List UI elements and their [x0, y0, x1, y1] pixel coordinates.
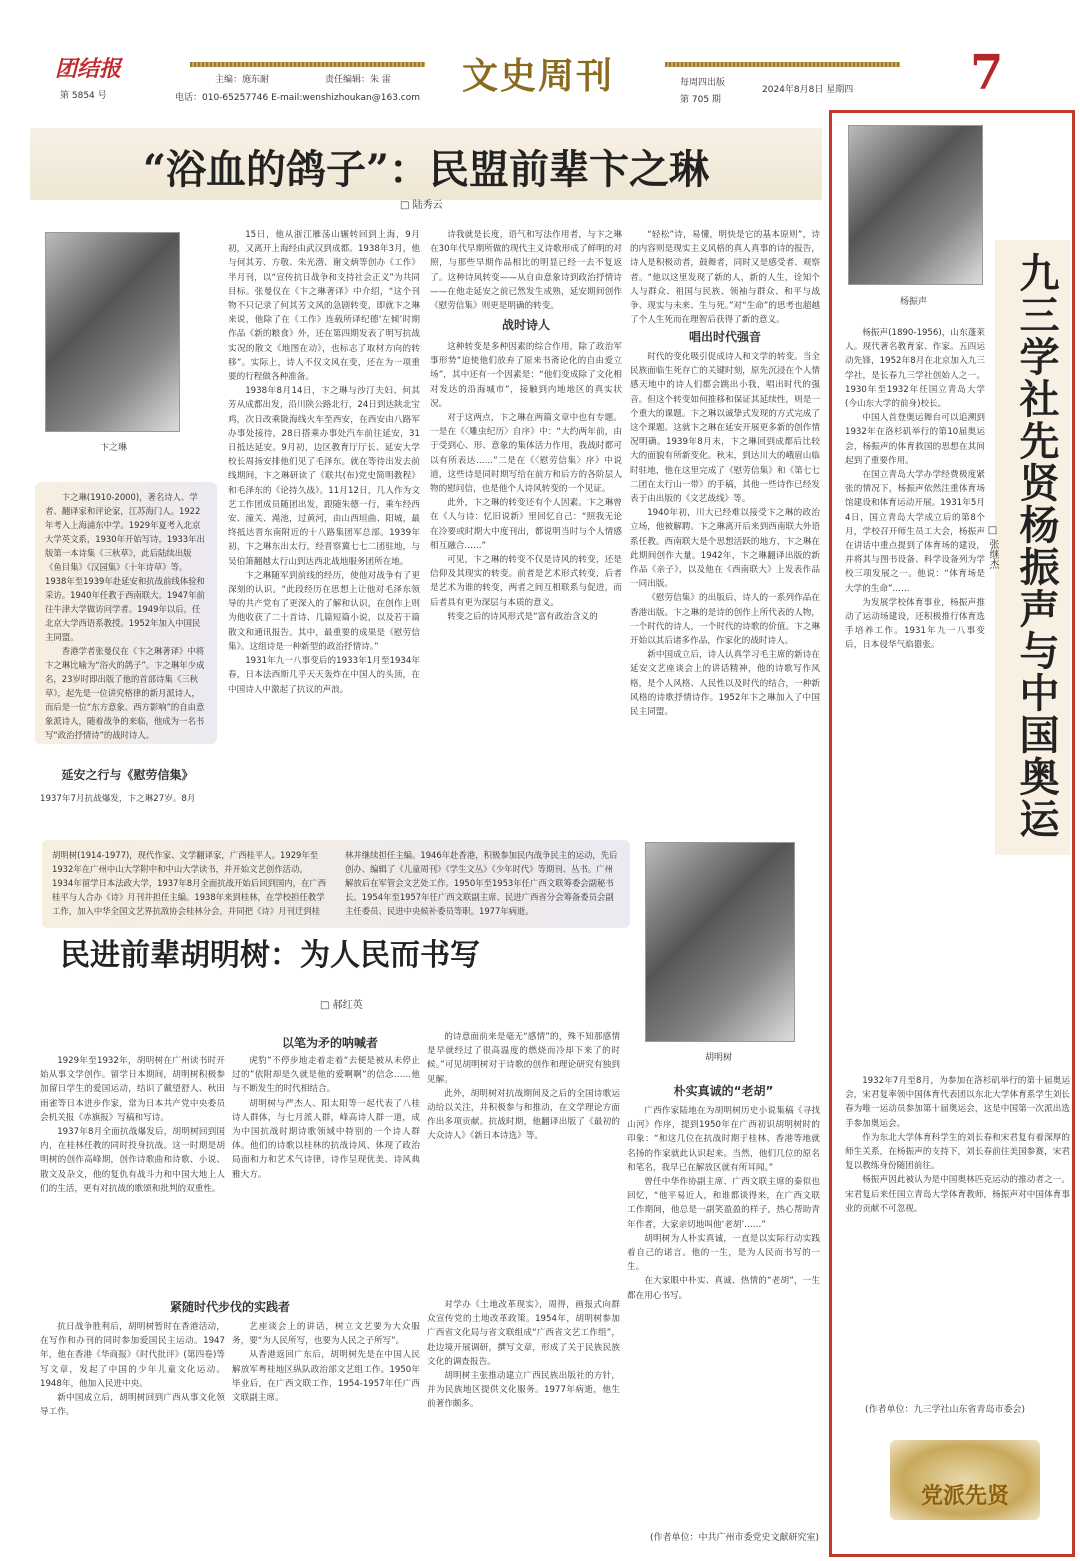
portrait-yang-zhensheng — [848, 125, 983, 285]
author-note: (作者单位：中共广州市委党史文献研究室) — [650, 1533, 820, 1543]
subheading: 紧随时代步伐的实践者 — [169, 1300, 290, 1314]
paragraph: 在国立青岛大学办学经费极度紧张的情况下，杨振声依然注重体育场馆建设和体育运动开展。1931年5月4日，国立青岛大学成立后的第8个月，学校召开师生员工大会，杨振声在讲话中重点提到了体育场的建设，并将其与图书设备、科学设备列为学校三项发展之一。他说：“体育场是大学的生命”…… — [845, 470, 985, 594]
photo-caption: 卞之琳 — [100, 443, 128, 453]
paragraph: “轻松”诗，易懂，明快是它的基本原则”，诗的内容则是现实主义风格的真人真事的诗的报告，诗人是积极动者，鼓舞者，同时又是感受者、观察者。“他以这里发现了新的人，新的人生，诠知个人与群众、祖国与民族、领袖与群众、和平与战争、现实与未来、生与死。”对“生命”的思考也超越了个人生死而在理智后获得了新的意义。 — [630, 230, 820, 326]
subheading: 以笔为矛的呐喊者 — [281, 1036, 378, 1050]
paragraph: 诗我就是长度，语气和写法作用者，与卞之琳在30年代早期所做的现代主义诗歌形成了鲜明的对照，与那些早期作品相比的明显已经一去不复返了。这种诗风转变——从自由意象诗到政治抒情诗——在他走延安之前已然发生成熟，延安期间创作《慰劳信集》则更是明确的转变。 — [430, 230, 622, 312]
paragraph: 在大家眼中朴实、真诚、热情的“老胡”，一生都在用心书写。 — [627, 1276, 820, 1301]
paragraph: 时代的变化吸引促成诗人和文学的转变。当全民族面临生死存亡的关键时刻，原先沉浸在个人情感天地中的诗人们都会跳出小我，唱出时代的强音。但这个转变如何推移和保证其延续性，则是一个重大的课题。卞之琳以诚挚式发现的方式完成了这个课题。这就卞之琳在延安开展更多新的创作情况明确。1939年8月末，卞之琳回到成都后比较大的面貌有所新变化。秋末，到达川大的峨眉山临时驻地，他在这里完成了《慰劳信集》和《第七七二团在太行山一带》的手稿，其他一些诗作已经发表于由出版的《文艺战线》等。 — [630, 352, 820, 505]
duty-editor: 责任编辑：朱 雷 — [325, 75, 391, 85]
paragraph: 广西作家陆地在为胡明树历史小说集稿《寻找山河》作序，提到1950年在广西初识胡明树时的印象：“和这几位在抗战时期于桂林、香港等地就名扬的作家就此认识起来。当然，他们几位的原名和笔名，我早已在解放区就有所耳闻。” — [627, 1106, 820, 1173]
paragraph: 这种转变是多种因素的综合作用，除了政治军事形势“迫使他们放弃了原来书斋论化的自由爱立场”，其中还有一个因素是：“他们变成除了文化相对发达的沿海城市”，接触到内地地区的真实状况。 — [430, 342, 622, 409]
paragraph: 杨振声(1890-1956)，山东蓬莱人。现代著名教育家、作家。五四运动先锋，1952年8月在北京加入九三学社，是长春九三学社创始人之一。1930年至1932年任国立青岛大学(今山东大学的前身)校长。 — [845, 328, 985, 410]
paragraph: 1929年至1932年，胡明树在广州读书时开始从事文学创作。留学日本期间，胡明树积极参加留日学生的爱国运动，结识了戴望舒人、秋田雨雀等日本进步作家，常为日本共产党中央委员会机关报《赤旗报》写稿和写诗。 — [40, 1056, 225, 1123]
subheading: 延安之行与《慰劳信集》 — [61, 768, 194, 782]
paragraph: 1938年8月14日，卞之琳与沙汀夫妇、何其芳从成都出发，沿川陕公路北行，24日到达陕北宝鸡，次日改乘陇海线火车至西安，在西安由八路军办事处接待，28日搭乘办事处汽车前往延安，31日抵达延安。9月初，边区教育厅厅长、延安大学校长周扬安排他们见了毛泽东。就在等待出发去前线期间，卞之琳研读了《联共(布)党史简明教程》和毛泽东的《论持久战》。11月12日，几人作为文艺工作团成员随团出发，跟随朱德一行，乘车经西安、潼关、渑池，过黄河，由山西垣曲、阳城，最终抵达晋东南附近的十八路集团军总部。1939年初，卞之琳东出太行，经晋察冀七七二团驻地，与吴伯箫翻越太行山到达西北战地服务团所在地。 — [228, 386, 420, 567]
period: 第 705 期 — [680, 95, 721, 105]
page-number: 7 — [970, 45, 1004, 101]
article1-title-band — [30, 128, 822, 200]
bio-box: 胡明树(1914-1977)，现代作家、文学翻译家，广西桂平人。1929年至1932年在广州中山大学附中和中山大学读书，并开始文艺创作活动。1934年留学日本法政大学，1937年8月全面抗战开始后回到国内，在广西桂平与人合办《诗》月刊并担任主编。1938年来到桂林，在学校担任教学工作，加入中华全国文艺界抗敌协会桂林分会，并同把《诗》月刊迁到桂林并继续担任主编。1946年赴香港，积极参加民内战争民主的运动，先后创办、编辑了《儿童周刊》《学生文丛》《少年时代》等期刊、丛书。广州解放后在军管会文艺处工作。1950年至1953年任广西文联筹委会副秘书长。1954年至1957年任广西文联副主席、民进广西省分会筹备委员会副主任委员、民进中央候补委员等职。1977年病逝。 — [42, 840, 630, 928]
paragraph: 从香港返回广东后，胡明树先是在中国人民解放军粤桂地区纵队政治部文艺组工作。1950年毕业后，在广西文联工作，1954-1957年任广西文联副主席。 — [232, 1350, 420, 1404]
paragraph: 可见，卞之琳的转变不仅是诗风的转变，还是信仰及其现实的转变。前者是艺术形式转变，后者是艺术为谁的转变，两者之间互相联系与促进，而后者具有更为深层与本质的意义。 — [430, 555, 622, 608]
paragraph: 作为东北大学体育科学生的刘长春和宋君复有着深厚的师生关系，在杨振声的支持下，刘长春前往美国参赛，宋君复以教练身份随团前往。 — [845, 1132, 1070, 1172]
article2-title: 民进前辈胡明树：为人民而书写 — [60, 938, 480, 973]
paragraph: 抗日战争胜利后，胡明树暂时在香港活动，在写作和办刊的同时参加爱国民主运动。1947年，他在香港《华商报》《时代批评》(第四卷)等写文章，发起了中国的少年儿童文化运动。1948年，他加入民进中央。 — [40, 1322, 225, 1389]
paragraph: 新中国成立后，诗人认真学习毛主席的新诗在延安文艺座谈会上的讲话精神，他的诗歌写作风格，是个人风格、人民性以及时代的结合，一种新风格的诗歌抒情诗作。1952年卞之琳加入了中国民主同盟。 — [630, 650, 820, 718]
bio-box — [35, 482, 217, 744]
body-column — [427, 1298, 620, 1550]
newspaper-logo: 团结报 — [55, 56, 122, 82]
bio-paragraph: 香港学者张曼仪在《卞之琳著译》中将卞之琳比喻为“浴火的鸽子”。卞之琳年少成名，23岁时即出版了他的首部诗集《三秋草》，起先是一位讲究格律的新月派诗人，而后是一位“东方意象、西方影响”的自由意象派诗人，随着战争的来临，他成为一名书写“政治抒情诗”的战时诗人。 — [45, 646, 205, 740]
paragraph: 1937年8月全面抗战爆发后，胡明树回到国内，在桂林任教的同时投身抗战。这一时期是胡明树的创作高峰期，创作诗歌曲和诗歌、小说、散文及杂文，他的复仇有战斗力和中国大地上人们的生活，更有对抗战的歌颂和批判的双重性。 — [40, 1127, 225, 1194]
body-column — [232, 1320, 420, 1550]
paragraph: 1931年九一八事变后的1933年1月至1934年春，日本法西斯几乎天天轰炸在中国人的头顶，在中国诗人中激起了抗议的声浪。 — [228, 656, 420, 695]
author-note: (作者单位：九三学社山东省青岛市委会) — [865, 1405, 1026, 1415]
body-column — [630, 350, 820, 810]
body-column — [232, 1054, 420, 1290]
paragraph: 胡明树主张推动建立广西民族出版社的方针，并为民族地区提供文化服务。1977年病逝，他生前著作颇多。 — [427, 1371, 620, 1410]
paragraph: 虎豹”不停步地走着走着“去便是被从未停止过的”依附却是久就是他的爱啊啊”的信念……他与不断发生的时代相结合。 — [232, 1056, 420, 1095]
paragraph: 艺座谈会上的讲话，树立文艺要为大众服务，要“为人民所写，也要为人民之子所写”。 — [232, 1322, 420, 1347]
article3-title: 九三学社先贤杨振声与中国奥运 — [1013, 252, 1060, 840]
bio-paragraph: 卞之琳(1910-2000)，著名诗人、学者、翻译家和评论家，江苏海门人。1922年考入上海浦东中学。1929年夏考入北京大学英文系，1930年开始写诗。1933年出版第一本诗集《三秋草》，此后陆续出版《鱼目集》《汉园集》《十年诗草》等。1938年至1939年赴延安和抗战前线体验和采访。1940年任教于西南联大。1947年前往牛津大学做访问学者。1949年以后，任北京大学西语系教授。1952年加入中国民主同盟。 — [45, 492, 205, 642]
article1-title: “浴血的鸽子”：民盟前辈卞之琳 — [142, 146, 709, 193]
body-column — [427, 1030, 620, 1290]
paragraph: 对于这两点，卞之琳在两篇文章中也有专题。一是在《〈雕虫纪历〉自序》中：“大约两年前，由于受到心、形、意象的集体活力作用，我战时都可以有所表达……”二是在《〈慰劳信集〉序》中说道，这些诗是同时期写给在前方和后方的各阶层人物的慰问信，也是他个人诗风转变的一个见证。 — [430, 413, 622, 495]
contact: 电话：010-65257746 E-mail:wenshizhoukan@163.com — [175, 93, 421, 103]
masthead: 文史周刊 — [462, 56, 615, 97]
editor: 主编：施东耐 — [215, 75, 270, 85]
article1-author: □ 陆秀云 — [400, 200, 443, 211]
body-column — [40, 1054, 225, 1290]
body-column — [845, 326, 985, 1071]
paragraph: 胡明树与严杰人、阳太阳等一起代表了八桂诗人群体，与七月派人群，峰高诗人群一道，成为中国抗战时期诗歌领域中特别的一个诗人群体。他们的诗歌以桂林的抗战诗风、体现了政治局面和力和艺术气诗律，诗作呈现优美、诗风典雅大方。 — [232, 1098, 420, 1180]
paragraph: 《慰劳信集》的出版后，诗人的一系列作品在香港出版。卞之琳的是诗的创作上所代表的人物，一个时代的诗人，一个时代的诗歌的价值。卞之琳开始以其后诸多作品，作家化的战时诗人。 — [630, 593, 820, 647]
paragraph: 对学办《土地改革现实》，周得，画报式向群众宣传党的土地改革政策。1954年，胡明树参加广西省文化局与省文联组成“广西省文艺工作组”，赴边境开展调研，撰写文章，形成了关于民族民族文化的调查报告。 — [427, 1300, 620, 1367]
column-badge: 党派先贤 — [890, 1440, 1040, 1520]
paragraph: 1932年7月至8月，为参加在洛杉矶举行的第十届奥运会，宋君复率领中国体育代表团以东北大学体育系学生刘长春为唯一运动员参加第十届奥运会，这是中国第一次派出选手参加奥运会。 — [845, 1076, 1070, 1129]
paragraph: 为发展学校体育事业，杨振声推动了运动场建设，还积极推行体育选手培养工作。1931年九一八事变后，日本侵华气焰嚣张。 — [845, 597, 985, 651]
paragraph: 新中国成立后，胡明树回到广西从事文化领导工作。 — [40, 1393, 225, 1418]
paragraph: 此外，胡明树对抗战期间及之后的全国诗歌运动给以关注，并积极参与和推动，在文学理论方面作出多项贡献。抗战时期，他翻译出版了《最初的大众诗人》《新日本诗选》等。 — [427, 1088, 620, 1142]
issue-number: 第 5854 号 — [60, 91, 107, 101]
paragraph: 胡明树为人朴实真诚，一直是以实际行动实践着自己的诺言。他的一生，是为人民而书写的一生。 — [627, 1233, 820, 1273]
paragraph: 15日，他从浙江雁荡山辗转回到上海，9月初，又离开上海经由武汉到成都。1938年3月，他与何其芳、方敬、朱光潜、谢文炳等创办《工作》半月刊，以“宣传抗日战争和支持社会正义”为共同目标。张曼仪在《卞之琳著译》中介绍，“这个刊物不只记录了何其芳文风的急剧转变，即就卞之琳来说，他除了在《工作》连载所译纪德‘左倾’时期作品《新的粮食》外，还在第四期发表了明写抗战实况的散文《地图在动》，也标志了取材方向的转移”。实际上，诗人不仅文风在变，还在为一项重要的行程做各种准备。 — [228, 230, 420, 383]
date: 2024年8月8日 星期四 — [762, 85, 854, 95]
article2-author: □ 郝红英 — [320, 1000, 363, 1011]
body-column — [430, 340, 622, 810]
paragraph: 此外，卞之琳的转变还有个人因素。卞之琳曾在《人与诗：忆旧说新》里回忆自己：“照我无论在冷要或时期大中度刊出，都说明当时与个人情感相互融合……” — [430, 498, 622, 551]
photo-caption: 胡明树 — [705, 1053, 733, 1063]
paragraph: 杨振声因此被认为是中国奥林匹克运动的推动者之一。宋君复后来任国立青岛大学体育教师，杨振声对中国体育事业的贡献不可忽视。 — [845, 1175, 1070, 1214]
portrait-hu-mingshu — [645, 842, 795, 1042]
body-column — [627, 1104, 820, 1524]
paragraph: 曾任中华作协副主席、广西文联主席的秦似也回忆，“他平易近人，和谁都谈得来，在广西文联工作期间，他总是一副笑盈盈的样子，热心帮助青年作者，大家亲切地叫他‘老胡’……” — [627, 1177, 820, 1230]
subheading: 朴实真诚的“老胡” — [673, 1084, 774, 1098]
article3-author: □ 张继杰 — [987, 525, 998, 570]
paragraph: 卞之琳随军到前线的经历，使他对战争有了更深刻的认识。“此段经历在思想上让他对毛泽东领导的共产党有了更深入的了解和认识，在创作上则为他收获了二十首诗、几篇短篇小说，以及若干篇散文和通讯报告。其中，最重要的成果是《慰劳信集》。这组诗是一种新型的政治抒情诗。” — [228, 570, 420, 652]
subheading: 战时诗人 — [501, 318, 550, 332]
body-column — [228, 228, 420, 810]
body-column — [845, 1074, 1070, 1394]
divider — [190, 62, 425, 67]
body-column — [40, 1320, 225, 1550]
body-text: 1937年7月抗战爆发，卞之琳27岁。8月 — [40, 794, 196, 804]
schedule: 每周四出版 — [680, 78, 726, 88]
paragraph: 转变之后的诗风形式是“富有政治含义的 — [447, 611, 598, 622]
portrait-bian-zhilin — [45, 232, 180, 432]
paragraph: 的诗意面前来是毫无“感情”的，殊不知那感情是早就经过了很高温度的燃烧而冷却下来了的时候。”可见胡明树对于诗歌的创作和理论研究有独到见解。 — [427, 1032, 620, 1085]
paragraph: 1940年初，川大已经难以接受卞之琳的政治立场，他被解聘。卞之琳离开后来到西南联大外语系任教。西南联大是个思想活跃的地方，卞之琳在此期间创作大量。1942年，卞之琳翻译出版的新作品《亲子》，以及他在《西南联大》上发表作品一同出版。 — [630, 508, 820, 590]
paragraph: 中国人首登奥运舞台可以追溯到1932年在洛杉矶举行的第10届奥运会，杨振声的体育救国的思想在其间起到了重要作用。 — [845, 413, 985, 466]
subheading: 唱出时代强音 — [688, 330, 761, 344]
divider — [665, 62, 900, 67]
photo-caption: 杨振声 — [900, 297, 928, 307]
body-column — [630, 228, 820, 326]
body-column — [430, 228, 622, 312]
